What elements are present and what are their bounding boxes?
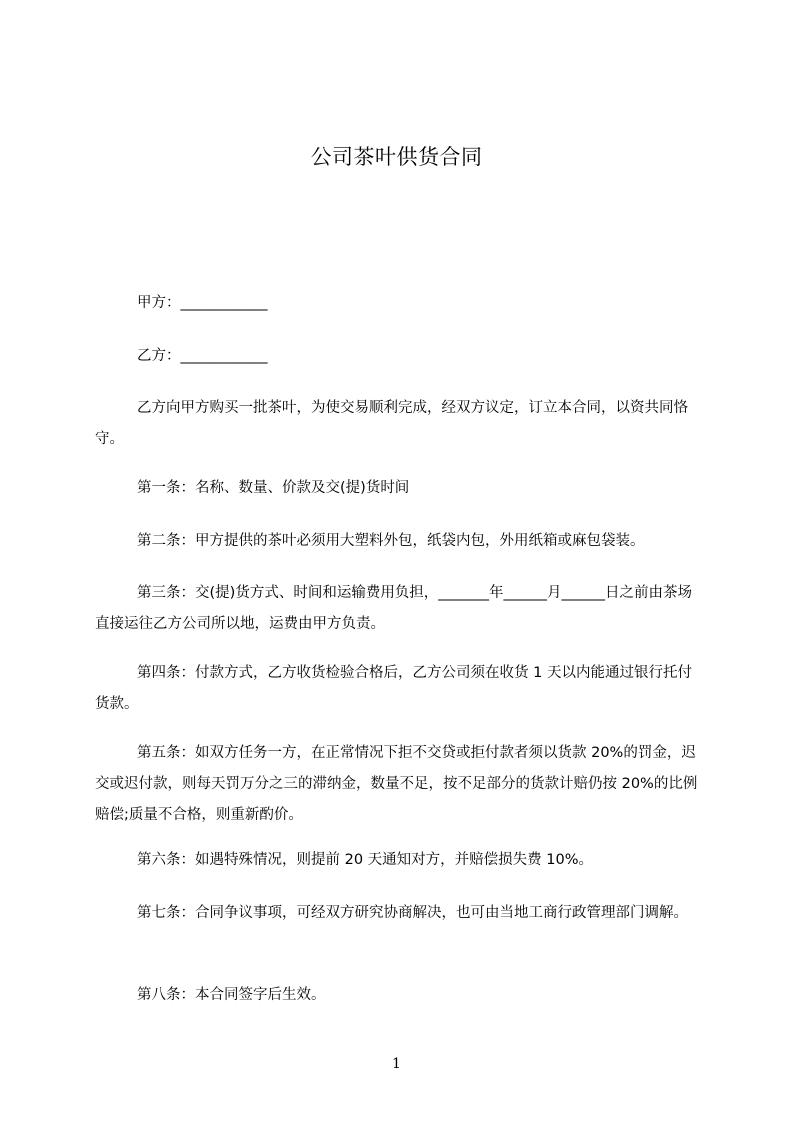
article-7: 第七条：合同争议事项，可经双方研究协商解决，也可由当地工商行政管理部门调解。 bbox=[137, 905, 688, 921]
page-number: 1 bbox=[392, 1056, 401, 1072]
party-a-line: 甲方：____________ bbox=[137, 295, 268, 311]
article-6: 第六条：如遇特殊情况，则提前 20 天通知对方，并赔偿损失费 10%。 bbox=[137, 852, 594, 868]
article-5: 第五条：如双方任务一方，在正常情况下拒不交贷或拒付款者须以货款 20%的罚金，迟交或迟付款，则每天罚万分之三的滞纳金，数量不足，按不足部分的货款计赔仍按 20%的比例赔偿;质量不合格，则重新酌价。 bbox=[95, 745, 698, 823]
party-b-line: 乙方：____________ bbox=[137, 348, 268, 364]
article-8: 第八条：本合同签字后生效。 bbox=[137, 987, 326, 1003]
article-3: 第三条：交(提)货方式、时间和运输费用负担，_______年______月______日之前由茶场直接运往乙方公司所以地，运费由甲方负责。 bbox=[95, 585, 693, 632]
article-2: 第二条：甲方提供的茶叶必须用大塑料外包，纸袋内包，外用纸箱或麻包袋装。 bbox=[137, 533, 645, 549]
document-title: 公司茶叶供货合同 bbox=[310, 145, 483, 169]
article-4: 第四条：付款方式，乙方收货检验合格后，乙方公司须在收货 1 天以内能通过银行托付货款。 bbox=[95, 665, 692, 712]
article-1: 第一条：名称、数量、价款及交(提)货时间 bbox=[137, 480, 410, 496]
intro-paragraph: 乙方向甲方购买一批茶叶，为使交易顺利完成，经双方议定，订立本合同，以资共同恪守。 bbox=[95, 400, 688, 447]
